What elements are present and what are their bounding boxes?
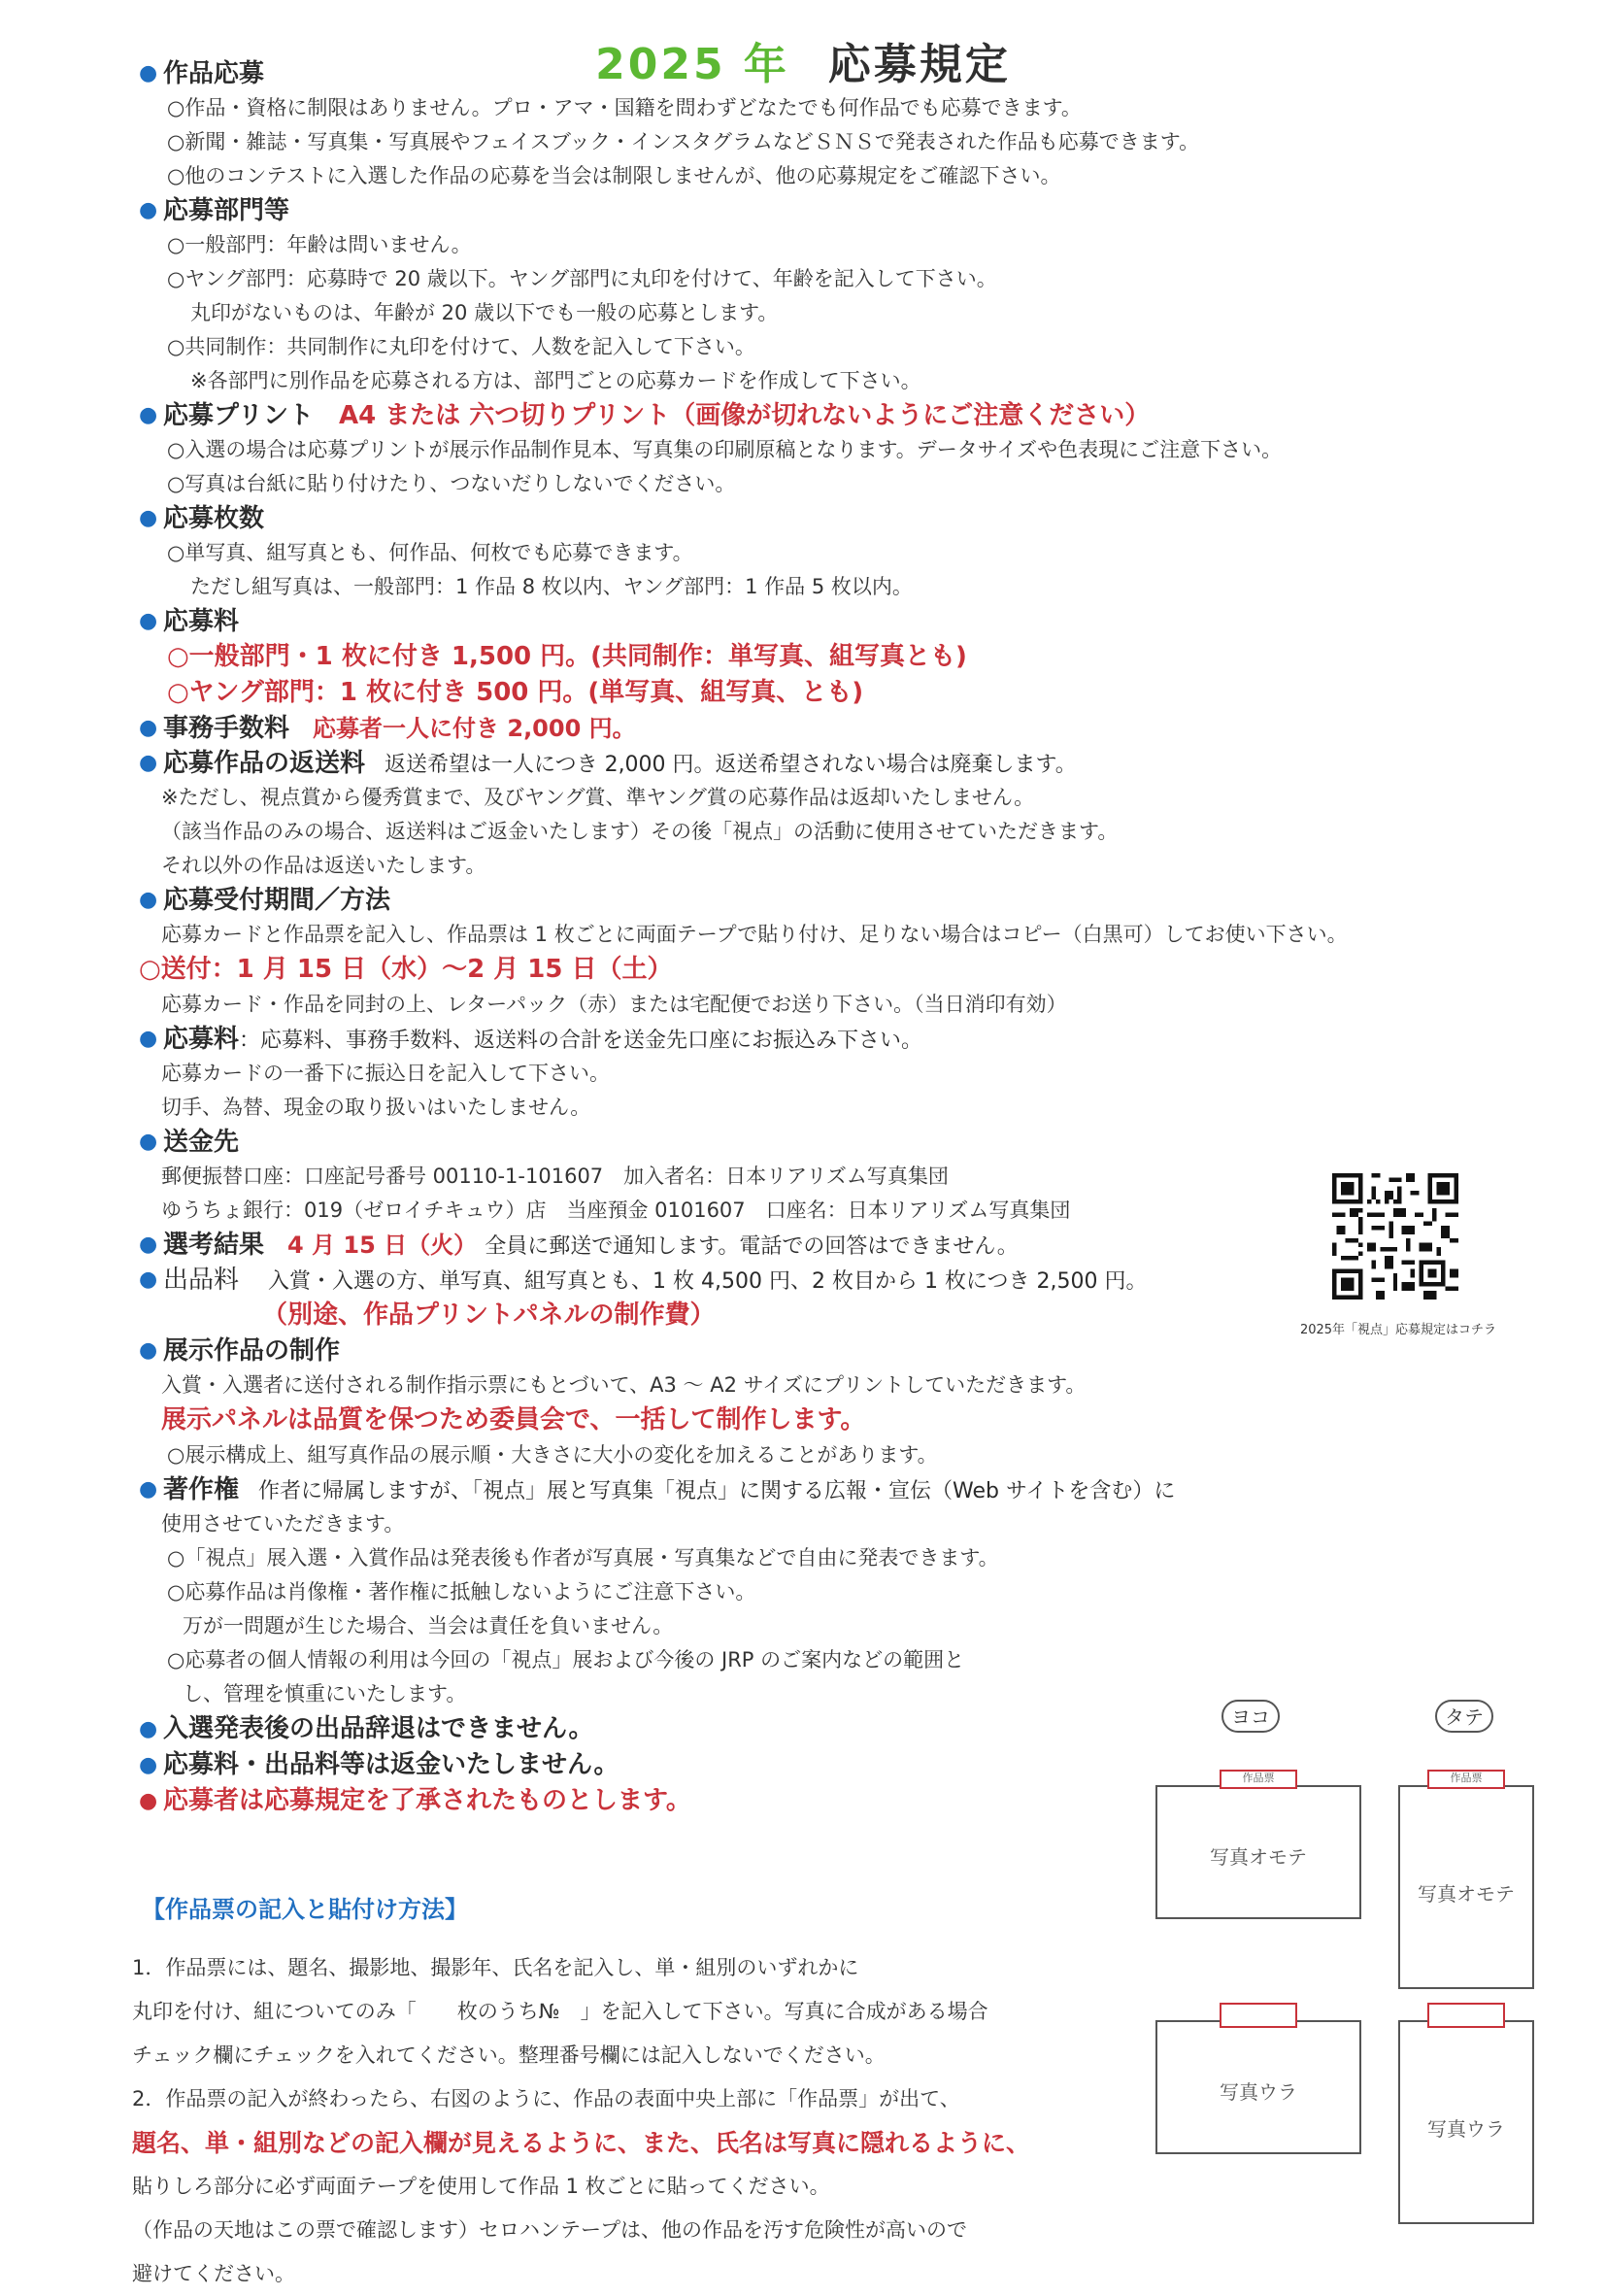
final-no-withdrawal: ● 入選発表後の出品辞退はできません。 (0, 1711, 1606, 1747)
card-yoko-back (1155, 2020, 1361, 2154)
card-tate-back (1398, 2020, 1534, 2224)
heading-remit: ● 送金先 (0, 1125, 1606, 1160)
label-yoko: ヨコ (1221, 1700, 1280, 1733)
card-yoko-front-label: 写真オモテ (1210, 1845, 1307, 1869)
card-yoko-back-label: 写真ウラ (1220, 2080, 1297, 2104)
division-line: ○一般部門：年齢は問いません。 (167, 233, 472, 256)
return-line: それ以外の作品は返送いたします。 (161, 854, 486, 877)
rules-body (0, 56, 1606, 1819)
section-entry (0, 56, 1606, 193)
heading-copyright: ● 著作権 作者に帰属しますが、「視点」展と写真集「視点」に関する広報・宣伝（Web サイトを含む）に (0, 1472, 1606, 1507)
instruction-line: チェック欄にチェックを入れてください。整理番号欄には記入しないでください。 (132, 2043, 886, 2067)
heading-count: ● 応募枚数 (0, 501, 1606, 536)
label-tate: タテ (1435, 1700, 1493, 1733)
remit-postal: 郵便振替口座：口座記号番号 00110-1-101607 加入者名：日本リアリズム写真集団 (161, 1165, 949, 1188)
final-acceptance: ● 応募者は応募規定を了承されたものとします。 (0, 1783, 1606, 1819)
title-year: 2025 年 (595, 40, 789, 89)
fee-line-general: ○一般部門・1 枚に付き 1,500 円。(共同制作：単写真、組写真とも) (167, 642, 967, 671)
copyright-line: し、管理を慎重にいたします。 (183, 1682, 467, 1705)
copyright-line: 使用させていただきます。 (161, 1512, 405, 1536)
card-yoko-front (1155, 1785, 1361, 1919)
copyright-inline: 作者に帰属しますが、「視点」展と写真集「視点」に関する広報・宣伝（Web サイトを含む）に (258, 1479, 1176, 1503)
section-copyright (0, 1472, 1606, 1711)
instruction-line: 2．作品票の記入が終わったら、右図のように、作品の表面中央上部に「作品票」が出て、 (132, 2087, 960, 2110)
production-highlight: 展示パネルは品質を保つため委員会で、一括して制作します。 (161, 1405, 866, 1435)
period-line: 応募カード・作品を同封の上、レターパック（赤）または宅配便でお送り下さい。（当日消印有効） (161, 993, 1067, 1016)
fee-line-young: ○ヤング部門：1 枚に付き 500 円。(単写真、組写真、とも) (167, 678, 864, 707)
instruction-line: （作品の天地はこの票で確認します）セロハンテープは、他の作品を汚す危険性が高いので (132, 2218, 967, 2242)
payment-line: 応募カードの一番下に振込日を記入して下さい。 (161, 1062, 610, 1085)
result-date: 4 月 15 日（火） (287, 1232, 478, 1259)
qr-code[interactable] (1332, 1173, 1458, 1300)
instructions-title: 【作品票の記入と貼付け方法】 (142, 1896, 468, 1923)
final-no-refund: ● 応募料・出品料等は返金いたしません。 (0, 1747, 1606, 1783)
return-inline: 返送希望は一人につき 2,000 円。返送希望されない場合は廃棄します。 (385, 753, 1077, 777)
tag-yoko-front: 作品票 (1220, 1770, 1297, 1789)
copyright-line: 万が一問題が生じた場合、当会は責任を負いません。 (183, 1614, 674, 1638)
instruction-line: 1．作品票には、題名、撮影地、撮影年、氏名を記入し、単・組別のいずれかに (132, 1956, 859, 1979)
division-line: ○共同制作：共同制作に丸印を付けて、人数を記入して下さい。 (167, 335, 755, 358)
return-line: （該当作品のみの場合、返送料はご返金いたします）その後「視点」の活動に使用させていただきます。 (161, 820, 1119, 843)
tag-tate-back (1427, 2003, 1505, 2028)
copyright-line: ○応募作品は肖像権・著作権に抵触しないようにご注意下さい。 (167, 1580, 756, 1604)
payment-inline: ：応募料、事務手数料、返送料の合計を送金先口座にお振込み下さい。 (239, 1029, 923, 1053)
exhibit-fee-note: （別途、作品プリントパネルの制作費） (262, 1300, 716, 1330)
exhibit-fee-inline: 入賞・入選の方、単写真、組写真とも、1 枚 4,500 円、2 枚目から 1 枚につき 2,500 円。 (268, 1269, 1148, 1294)
copyright-line: ○「視点」展入選・入賞作品は発表後も作者が写真展・写真集などで自由に発表できます。 (167, 1546, 999, 1570)
send-period: ○送付：1 月 15 日（水）～2 月 15 日（土） (139, 955, 673, 984)
entry-line: ○作品・資格に制限はありません。プロ・アマ・国籍を問わずどなたでも何作品でも応募できます。 (167, 96, 1082, 119)
heading-result: ● 選考結果 4 月 15 日（火） 全員に郵送で通知します。電話での回答はできません。 (0, 1228, 1606, 1263)
instructions-body (132, 1946, 1142, 2296)
section-period (0, 883, 1606, 1022)
return-line: ※ただし、視点賞から優秀賞まで、及びヤング賞、準ヤング賞の応募作品は返却いたしません。 (161, 786, 1035, 809)
tag-yoko-back (1220, 2003, 1297, 2028)
heading-period: ● 応募受付期間／方法 (0, 883, 1606, 918)
section-payment (0, 1022, 1606, 1125)
instruction-highlight: 題名、単・組別などの記入欄が見えるように、また、氏名は写真に隠れるように、 (132, 2129, 1031, 2157)
production-line: ○展示構成上、組写真作品の展示順・大きさに大小の変化を加えることがあります。 (167, 1443, 938, 1467)
heading-payment: ● 応募料：応募料、事務手数料、返送料の合計を送金先口座にお振込み下さい。 (0, 1022, 1606, 1057)
heading-exhibit-fee: ● 出品料 入賞・入選の方、単写真、組写真とも、1 枚 4,500 円、2 枚目から 1 枚につき 2,500 円。 (0, 1263, 1606, 1298)
handling-fee: 応募者一人に付き 2,000 円。 (313, 715, 636, 742)
heading-division: ● 応募部門等 (0, 193, 1606, 228)
entry-line: ○他のコンテストに入選した作品の応募を当会は制限しませんが、他の応募規定をご確認下さい。 (167, 164, 1061, 187)
period-line: 応募カードと作品票を記入し、作品票は 1 枚ごとに両面テープで貼り付け、足りない場合はコピー（白黒可）してお使い下さい。 (161, 923, 1348, 946)
instruction-line: 丸印を付け、組についてのみ「 枚のうち№ 」を記入して下さい。写真に合成がある場合 (132, 2000, 988, 2023)
heading-print: ● 応募プリント A4 または 六つ切りプリント（画像が切れないようにご注意ください） (0, 398, 1606, 433)
section-fee (0, 604, 1606, 711)
heading-fee: ● 応募料 (0, 604, 1606, 639)
title-main: 応募規定 (827, 40, 1011, 89)
print-line: ○入選の場合は応募プリントが展示作品制作見本、写真集の印刷原稿となります。データサイズや色表現にご注意下さい。 (167, 438, 1283, 461)
payment-line: 切手、為替、現金の取り扱いはいたしません。 (161, 1096, 591, 1119)
section-return (0, 746, 1606, 883)
section-print (0, 398, 1606, 501)
tag-tate-front: 作品票 (1427, 1770, 1505, 1789)
entry-line: ○新聞・雑誌・写真集・写真展やフェイスブック・インスタグラムなどＳＮＳで発表された作品も応募できます。 (167, 130, 1200, 153)
print-size-note: A4 または 六つ切りプリント（画像が切れないようにご注意ください） (338, 401, 1151, 430)
section-count (0, 501, 1606, 604)
count-line: ○単写真、組写真とも、何作品、何枚でも応募できます。 (167, 541, 693, 564)
production-line: 入賞・入選者に送付される制作指示票にもとづいて、A3 ～ A2 サイズにプリントしていただきます。 (161, 1373, 1087, 1397)
card-tate-front-label: 写真オモテ (1418, 1882, 1515, 1906)
count-line: ただし組写真は、一般部門：1 作品 8 枚以内、ヤング部門：1 作品 5 枚以内。 (190, 575, 913, 598)
result-inline: 全員に郵送で通知します。電話での回答はできません。 (485, 1234, 1019, 1259)
division-line: ※各部門に別作品を応募される方は、部門ごとの応募カードを作成して下さい。 (190, 369, 921, 392)
division-line: ○ヤング部門：応募時で 20 歳以下。ヤング部門に丸印を付けて、年齢を記入して下さい。 (167, 267, 997, 290)
copyright-line: ○応募者の個人情報の利用は今回の「視点」展および今後の JRP のご案内などの範囲と (167, 1648, 965, 1671)
print-line: ○写真は台紙に貼り付けたり、つないだりしないでください。 (167, 472, 736, 495)
instruction-line: 避けてください。 (132, 2262, 295, 2285)
division-line: 丸印がないものは、年齢が 20 歳以下でも一般の応募とします。 (190, 301, 779, 324)
section-handling (0, 711, 1606, 746)
heading-handling: ● 事務手数料 応募者一人に付き 2,000 円。 (0, 711, 1606, 746)
instruction-line: 貼りしろ部分に必ず両面テープを使用して作品 1 枚ごとに貼ってください。 (132, 2175, 830, 2198)
heading-production: ● 展示作品の制作 (0, 1334, 1606, 1368)
remit-bank: ゆうちょ銀行：019（ゼロイチキュウ）店 当座預金 0101607 口座名：日本リアリズム写真集団 (161, 1199, 1071, 1222)
section-division (0, 193, 1606, 398)
card-tate-front (1398, 1785, 1534, 1989)
qr-caption: 2025年「視点」応募規定はコチラ (1299, 1323, 1497, 1337)
section-production (0, 1334, 1606, 1472)
section-final (0, 1711, 1606, 1819)
heading-entry: ● 作品応募 (0, 56, 1606, 91)
card-tate-back-label: 写真ウラ (1427, 2117, 1505, 2141)
heading-return: ● 応募作品の返送料 返送希望は一人につき 2,000 円。返送希望されない場合は廃棄します。 (0, 746, 1606, 781)
